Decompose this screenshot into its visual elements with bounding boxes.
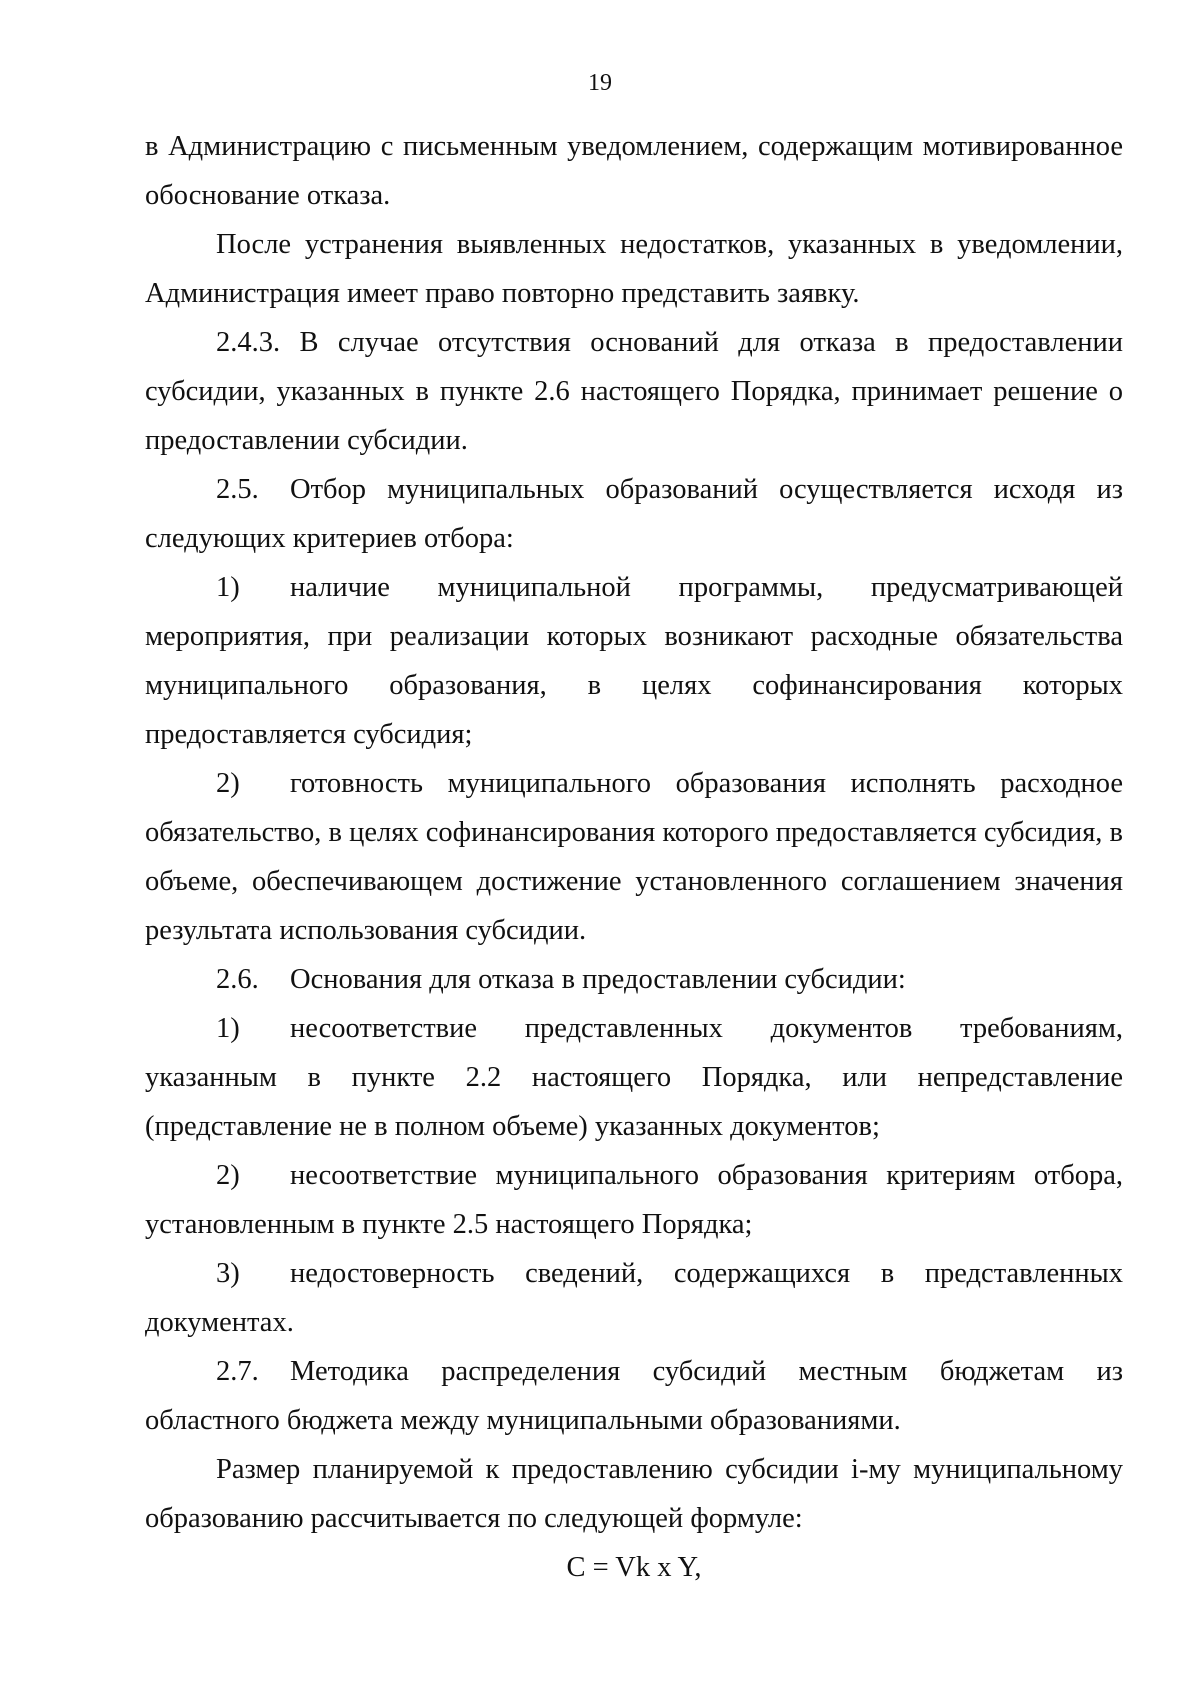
paragraph-formula-intro: Размер планируемой к предоставлению субсидии i-му муниципальному образованию рассчитывается по следующей формуле: [145, 1454, 1123, 1534]
item-number: 2) [216, 768, 240, 799]
item-text: наличие муниципальной программы, предусматривающей мероприятия, при реализации которых возникают расходные обязательства муниципального образования, в целях софинансирования которых предоставляется субсидия; [145, 572, 1123, 750]
item-text: недостоверность сведений, содержащихся в представленных документах. [145, 1258, 1123, 1338]
formula: C = Vk x Y, [566, 1552, 702, 1583]
clause-number: 2.5. [216, 474, 259, 505]
refusal-item-2 [145, 1151, 1123, 1249]
paragraph-2-7 [145, 1347, 1123, 1445]
item-number: 1) [216, 572, 240, 603]
item-text: готовность муниципального образования исполнять расходное обязательство, в целях софинансирования которого предоставляется субсидия, в объеме, обеспечивающем достижение установленного соглашением значения результата использования субсидии. [145, 768, 1124, 946]
clause-text: Методика распределения субсидий местным бюджетам из областного бюджета между муниципальными образованиями. [145, 1356, 1123, 1436]
document-body [145, 122, 1123, 1621]
paragraph-2-5 [145, 465, 1123, 563]
refusal-item-1 [145, 1004, 1123, 1151]
clause-text: Основания для отказа в предоставлении субсидии: [290, 964, 906, 995]
page-number: 19 [588, 70, 612, 96]
clause-number: 2.6. [216, 964, 259, 995]
paragraph-resubmission: После устранения выявленных недостатков, указанных в уведомлении, Администрация имеет право повторно представить заявку. [145, 229, 1123, 309]
item-number: 1) [216, 1013, 240, 1044]
clause-text: Отбор муниципальных образований осуществляется исходя из следующих критериев отбора: [145, 474, 1123, 554]
item-text: несоответствие представленных документов требованиям, указанным в пункте 2.2 настоящего Порядка, или непредставление (представление не в полном объеме) указанных документов; [145, 1013, 1123, 1142]
criterion-item-2 [145, 759, 1123, 955]
paragraph-2-4-3: 2.4.3. В случае отсутствия оснований для отказа в предоставлении субсидии, указанных в пункте 2.6 настоящего Порядка, принимает решение о предоставлении субсидии. [145, 327, 1123, 456]
refusal-item-3 [145, 1249, 1123, 1347]
criterion-item-1 [145, 563, 1123, 759]
clause-number: 2.7. [216, 1356, 259, 1387]
item-number: 2) [216, 1160, 240, 1191]
paragraph-continuation: в Администрацию с письменным уведомлением, содержащим мотивированное обоснование отказа. [145, 131, 1123, 211]
paragraph-2-6 [145, 955, 1123, 1004]
item-text: несоответствие муниципального образования критериям отбора, установленным в пункте 2.5 настоящего Порядка; [145, 1160, 1123, 1240]
item-number: 3) [216, 1258, 240, 1289]
